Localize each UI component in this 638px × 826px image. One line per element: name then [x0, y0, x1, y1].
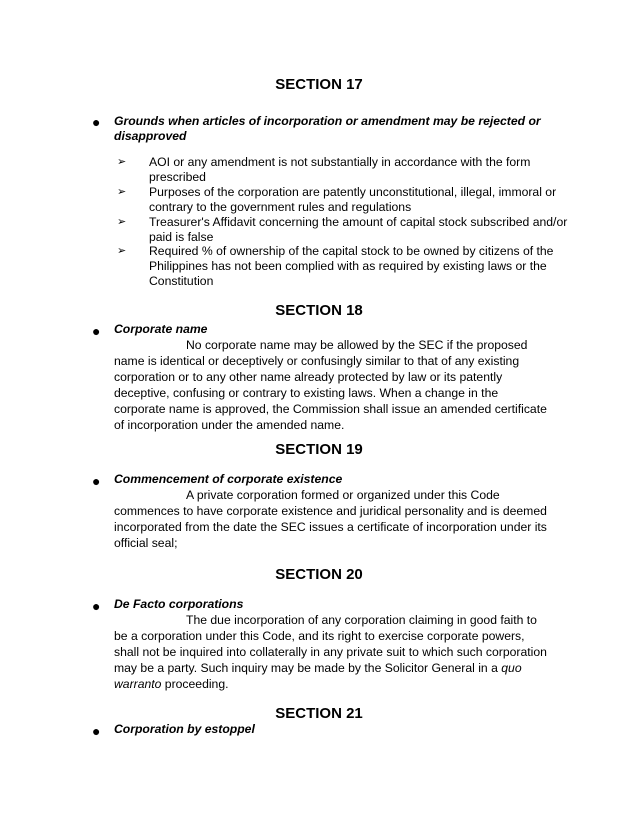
section-19-title: SECTION 19	[275, 441, 363, 458]
bullet-icon: ●	[92, 114, 101, 130]
section-21-heading: Corporation by estoppel	[114, 722, 255, 736]
text-line-tail: proceeding.	[161, 677, 229, 691]
text-line: corporation or to any other name already protected by law or its patently	[114, 370, 503, 384]
section-19-body	[114, 487, 584, 551]
section-21-title: SECTION 21	[275, 705, 363, 722]
warranto-term: warranto	[114, 677, 162, 691]
section-17-item: Treasurer's Affidavit concerning the amount of capital stock subscribed and/or paid is false	[149, 215, 568, 244]
section-18-body	[114, 337, 584, 433]
section-20-body	[114, 612, 584, 692]
section-17-item: Required % of ownership of the capital stock to be owned by citizens of the Philippines has not been complied with as required by existing laws or the Constitution	[149, 244, 554, 288]
text-line: name is identical or deceptively or confusingly similar to that of any existing	[114, 354, 520, 368]
text-line: shall not be inquired into collaterally in any private suit to which such corporation	[114, 645, 547, 659]
section-20-heading: De Facto corporations	[114, 597, 244, 611]
text-line: A private corporation formed or organized under this Code	[186, 488, 500, 502]
bullet-icon: ●	[92, 323, 101, 339]
section-17-item: AOI or any amendment is not substantially in accordance with the form prescribed	[149, 155, 531, 184]
section-18-heading: Corporate name	[114, 322, 208, 336]
text-line: of incorporation under the amended name.	[114, 418, 345, 432]
bullet-icon: ●	[92, 598, 101, 614]
section-17-item: Purposes of the corporation are patently unconstitutional, illegal, immoral or contrary to the government rules and regulations	[149, 185, 557, 214]
text-line	[114, 676, 584, 692]
text-line: deceptive, confusing or contrary to existing laws. When a change in the	[114, 386, 499, 400]
text-line: incorporated from the date the SEC issues a certificate of incorporation under its	[114, 520, 547, 534]
text-line: The due incorporation of any corporation claiming in good faith to	[186, 613, 537, 627]
arrow-bullet-icon: ➢	[117, 186, 127, 198]
text-line: corporate name is approved, the Commission shall issue an amended certificate	[114, 402, 547, 416]
arrow-bullet-icon: ➢	[117, 216, 127, 228]
section-18-title: SECTION 18	[275, 302, 363, 319]
text-line: be a corporation under this Code, and its right to exercise corporate powers,	[114, 629, 525, 643]
arrow-bullet-icon: ➢	[117, 156, 127, 168]
section-17-heading: Grounds when articles of incorporation or amendment may be rejected or disapproved	[114, 114, 541, 143]
text-line: official seal;	[114, 536, 178, 550]
section-20-title: SECTION 20	[275, 566, 363, 583]
text-line: No corporate name may be allowed by the SEC if the proposed	[186, 338, 528, 352]
text-line	[114, 660, 584, 676]
text-line-main: may be a party. Such inquiry may be made by the Solicitor General in a	[114, 661, 498, 675]
bullet-icon: ●	[92, 723, 101, 739]
section-19-heading: Commencement of corporate existence	[114, 472, 343, 486]
arrow-bullet-icon: ➢	[117, 245, 127, 257]
text-line: commences to have corporate existence and juridical personality and is deemed	[114, 504, 547, 518]
quo-term: quo	[501, 661, 522, 675]
bullet-icon: ●	[92, 473, 101, 489]
section-17-title: SECTION 17	[275, 76, 363, 93]
